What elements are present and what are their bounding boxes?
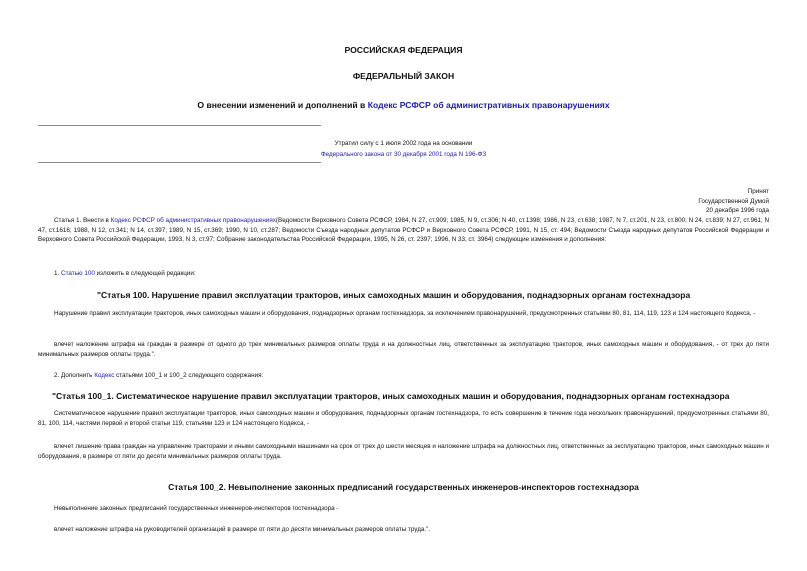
item-1 bbox=[54, 269, 769, 279]
law-title-prefix: О внесении изменений и дополнений в bbox=[197, 100, 368, 110]
item-1-text: изложить в следующей редакции: bbox=[94, 270, 196, 277]
item-2-prefix: 2. Дополнить bbox=[54, 372, 95, 379]
code-link-title[interactable]: Кодекс РСФСР об административных правонарушениях bbox=[367, 100, 610, 110]
article-100-2-paragraph-2: влечет наложение штрафа на руководителей организаций в размере от пяти до десяти минимальных размеров оплаты труда.". bbox=[54, 526, 431, 533]
article-100-1-paragraph-1: Систематическое нарушение правил эксплуатации тракторов, иных самоходных машин и оборудования, поднадзорных органам гостехнадзора, то есть совершение в течение года нескольких правонарушений, предусмотренных статьями 80, 81, 100, 114, частями первой и второй статьи 119, статьями 123 и 124 настоящего Кодекса, - bbox=[38, 410, 769, 427]
article-100-1-heading: "Статья 100_1. Систематическое нарушение правил эксплуатации тракторов, иных самоходных машин и оборудования, поднадзорных органам гостехнадзора bbox=[52, 391, 730, 401]
article-100-1-paragraph-2: влечет лишение права граждан на управление тракторами и иными самоходными машинами на срок от трех до шести месяцев и наложение штрафа на должностных лиц, ответственных за эксплуатацию тракторов, иных самоходных машин и оборудования, в размере от пяти до десяти минимальных размеров оплаты труда. bbox=[38, 443, 769, 460]
article-1-prefix: Статья 1. Внести в bbox=[54, 217, 111, 224]
item-2-text: статьями 100_1 и 100_2 следующего содержания: bbox=[114, 372, 264, 379]
code-link-item-2[interactable]: Кодекс bbox=[94, 372, 115, 379]
adoption-line-3: 20 декабря 1996 года bbox=[706, 207, 769, 215]
adoption-line-1: Принят bbox=[747, 188, 769, 195]
article-100-paragraph-2: влечет наложение штрафа на граждан в размере от одного до трех минимальных размеров оплаты труда и на должностных лиц, ответственных за эксплуатацию тракторов, иных самоходных машин и оборудования, - от трех до пяти минимальных размеров оплаты труда.". bbox=[38, 341, 769, 358]
law-title bbox=[0, 100, 807, 110]
repeal-notice-line: Утратил силу с 1 июля 2002 года на основании bbox=[334, 140, 473, 147]
adoption-line-2: Государственной Думой bbox=[698, 197, 769, 205]
article-100-heading: "Статья 100. Нарушение правил эксплуатации тракторов, иных самоходных машин и оборудования, поднадзорных органам гостехнадзора bbox=[97, 290, 691, 300]
divider-bottom bbox=[38, 162, 321, 163]
article-100-link[interactable]: Статью 100 bbox=[61, 270, 95, 277]
item-1-number: 1. bbox=[54, 270, 62, 277]
divider-top bbox=[38, 125, 321, 126]
item-2 bbox=[54, 371, 769, 381]
article-100-2-heading: Статья 100_2. Невыполнение законных предписаний государственных инженеров-инспекторов гостехнадзора bbox=[168, 482, 639, 492]
country-heading: РОССИЙСКАЯ ФЕДЕРАЦИЯ bbox=[344, 45, 463, 55]
article-100-paragraph-1: Нарушение правил эксплуатации тракторов, иных самоходных машин и оборудования, поднадзорных органам гостехнадзора, за исключением правонарушений, предусмотренных статьями 80, 81, 114, 119, 123 и 124 настоящего Кодекса, - bbox=[54, 310, 756, 317]
code-link-article-1[interactable]: Кодекс РСФСР об административных правонарушениях bbox=[110, 217, 276, 224]
article-100-2-paragraph-1: Невыполнение законных предписаний государственных инженеров-инспекторов гостехнадзора - bbox=[54, 505, 339, 512]
repeal-law-link[interactable]: Федерального закона от 30 декабря 2001 года N 196-ФЗ bbox=[320, 151, 487, 158]
article-1-paragraph bbox=[38, 216, 769, 245]
law-type-heading: ФЕДЕРАЛЬНЫЙ ЗАКОН bbox=[352, 71, 455, 81]
adoption-info bbox=[698, 187, 769, 216]
article-1-text: (Ведомости Верховного Совета РСФСР, 1984, N 27, ст.909; 1985, N 9, ст.306; N 40, ст.1398; 1986, N 23, ст.638; 1987, N 7, ст.201, N 23, ст.800; N 24, ст.839; N 27, ст.961; N 47, ст.1616; 1988, N 12, ст.341; N 14, ст.397; 1989, N 15, ст.369; 1990, N 10, ст.287; Ведомости Съезда народных депутатов РСФСР и Верховного Совета РСФСР, 1991, N 15, ст. 494; Ведомости Съезда народных депутатов Российской Федерации и Верховного Совета Российской Федерации, 1993, N 3, ст.97; Собрание законодательства Российской Федерации, 1995, N 26, ст. 2397; 1996, N 33, ст. 3964) следующие изменения и дополнения: bbox=[38, 217, 770, 244]
